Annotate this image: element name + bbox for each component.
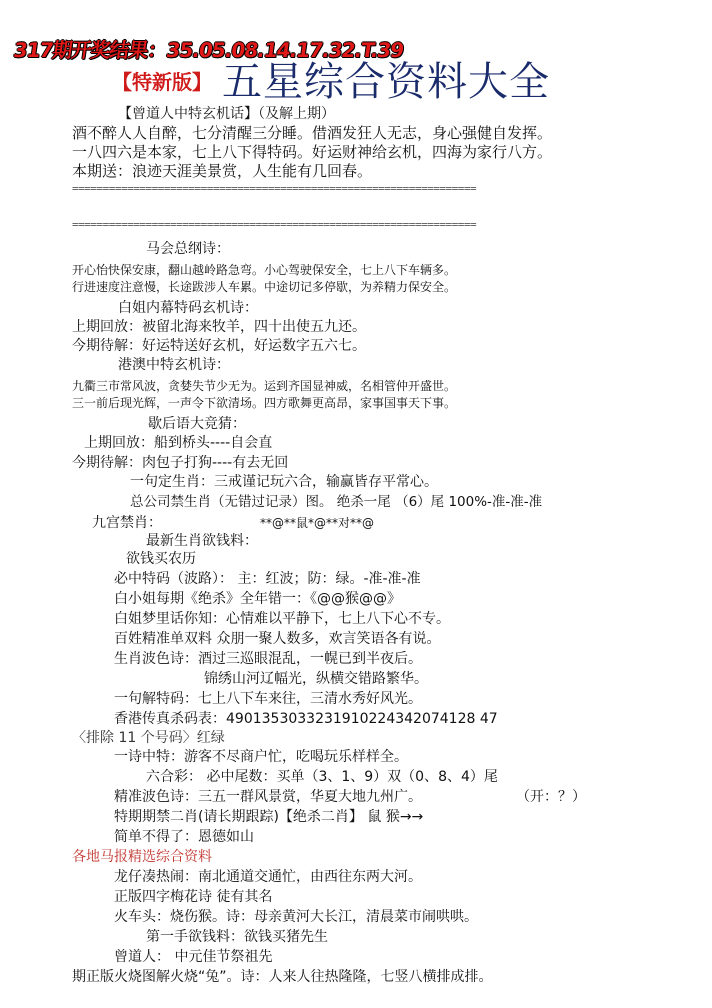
draw-result-banner: 317期开奖结果：35.05.08.14.17.32.T.39 xyxy=(12,38,405,62)
section-heading: 各地马报精选综合资料 xyxy=(72,849,212,865)
text-line: 简单不得了：恩德如山 xyxy=(114,829,254,845)
text-line: 本期送：浪迹天涯美景赏，人生能有几回春。 xyxy=(72,162,373,180)
text-line: 正版四字梅花诗 徒有其名 xyxy=(114,889,273,905)
section-heading: 马会总纲诗： xyxy=(146,241,230,257)
text-line: 锦绣山河辽幅光，纵横交错路繁华。 xyxy=(204,671,428,687)
text-line: 一诗中特：游客不尽商户忙，吃喝玩乐样样全。 xyxy=(114,749,408,765)
text-line: 白姐梦里话你知：心情难以平静下，七上八下心不专。 xyxy=(114,611,450,627)
section-heading: 歇后语大竞猜： xyxy=(148,416,246,432)
text-line: 火车头：烧伤猴。诗：母亲黄河大长江，清晨菜市闹哄哄。 xyxy=(114,909,478,925)
section-heading: 【曾道人中特玄机话】（及解上期） xyxy=(118,106,335,122)
text-line: 龙仔凑热闹：南北通道交通忙，由西往东两大河。 xyxy=(114,869,422,885)
separator: ================================================================== xyxy=(72,182,477,195)
text-line: 九衢三市常风波，贪婪失节少无为。运到齐国显神威，名相管仲开盛世。 xyxy=(72,379,457,393)
text-line: 欲钱买农历 xyxy=(126,551,196,567)
section-heading: 港澳中特玄机诗： xyxy=(118,357,230,373)
text-line: **@**鼠*@**对**@ xyxy=(260,516,375,530)
text-line: 六合彩： 必中尾数：买单（3、1、9）双（0、8、4）尾 xyxy=(146,769,498,785)
text-line: 特期期禁二肖(请长期跟踪)【绝杀二肖】 鼠 猴→→ xyxy=(114,809,424,825)
text-line: 上期回放：船到桥头----自会直 xyxy=(84,435,273,451)
text-line: 行进速度注意慢，长途跋涉人车累。中途切记多停歇，为养精力保安全。 xyxy=(72,280,457,294)
text-line: （开：？） xyxy=(516,789,586,805)
text-line: 百姓精准单双料 众朋一聚人数多，欢言笑语各有说。 xyxy=(114,631,441,647)
page-title: 五星综合资料大全 xyxy=(222,59,550,105)
text-line: 第一手欲钱料：欲钱买猪先生 xyxy=(146,929,328,945)
text-line: 白小姐每期《绝杀》全年错一：《@@猴@@》 xyxy=(114,591,401,607)
text-line: 生肖波色诗：酒过三巡眼混乱，一幌已到半夜后。 xyxy=(114,651,422,667)
edition-tag: 【特新版】 xyxy=(112,70,212,94)
text-line: 一句定生肖：三戒谨记玩六合，输赢皆存平常心。 xyxy=(130,474,438,490)
text-line: 九宫禁肖： xyxy=(92,515,162,531)
text-line: 今期待解：好运特送好玄机，好运数字五六七。 xyxy=(72,338,366,354)
text-line: 三一前后现光辉，一声令下欲清场。四方歌舞更高昂，家事国事天下事。 xyxy=(72,396,457,410)
separator: ================================================================== xyxy=(72,218,477,231)
text-line: 一八四六是本家，七上八下得特码。好运财神给玄机，四海为家行八方。 xyxy=(72,143,553,161)
text-line: 曾道人： 中元佳节祭祖先 xyxy=(114,949,273,965)
text-line: 一句解特码：七上八下车来往，三清水秀好风光。 xyxy=(114,691,422,707)
text-line: 期正版火烧图解火烧“兔”。诗：人来人往热隆隆，七竖八横排成排。 xyxy=(72,969,493,985)
text-line: 必中特码（波路）： 主：红波；防：绿。-准-准-准 xyxy=(114,571,421,587)
text-line: 开心怡快保安康，翻山越岭路急弯。小心驾驶保安全，七上八下车辆多。 xyxy=(72,263,457,277)
text-line: 上期回放：被留北海来牧羊，四十出使五九还。 xyxy=(72,319,366,335)
text-line: 〈排除 11 个号码〉红绿 xyxy=(72,730,225,746)
text-line: 今期待解：肉包子打狗----有去无回 xyxy=(72,455,289,471)
text-line: 香港传真杀码表：4901353033231910224342074128 47 xyxy=(114,711,498,727)
section-heading: 最新生肖欲钱料： xyxy=(146,533,258,549)
text-line: 总公司禁生肖（无错过记录）图。 绝杀一尾 （6）尾 100%-准-准-准 xyxy=(130,494,543,510)
section-heading: 白姐内幕特码玄机诗： xyxy=(118,300,258,316)
text-line: 精准波色诗：三五一群风景赏，华夏大地九州广。 xyxy=(114,789,422,805)
text-line: 酒不醉人人自醉，七分清醒三分睡。借酒发狂人无志，身心强健自发挥。 xyxy=(72,124,553,142)
